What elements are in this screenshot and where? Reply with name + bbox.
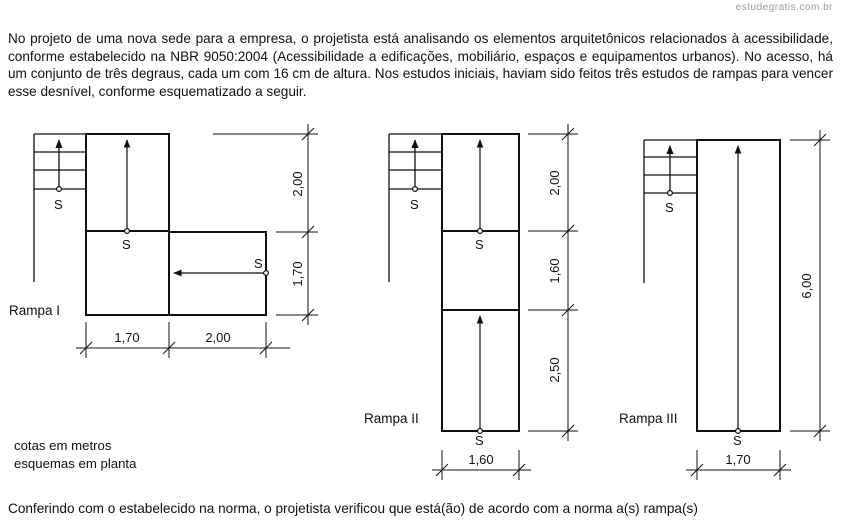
ramp-3-name: Rampa III — [619, 411, 678, 426]
ramp-3-stairs-start-label: S — [665, 200, 674, 215]
ramp-2-dim-width: 1,60 — [468, 452, 494, 467]
intro-paragraph: No projeto de uma nova sede para a empresa, o projetista está analisando os elementos arquitetônicos relacionados à acessibilidade, conforme estabelecido na NBR 9050:2004 (Acessibilidade a edificações, mobiliário, espaços e equipamentos urbanos). No acesso, há um conjunto de três degraus, cada um com 16 cm de altura. Nos estudos iniciais, haviam sido feitos três estudos de rampas para vencer esse desnível, conforme esquematizado a seguir. — [8, 31, 833, 99]
ramp-3-start-label: S — [733, 433, 742, 448]
ramp-1-dim-seg2: 1,70 — [290, 261, 305, 287]
ramp-1-stairs-start-label: S — [54, 197, 63, 212]
ramp-1-start-dot — [264, 271, 269, 276]
note-plan: esquemas em planta — [14, 456, 137, 471]
ramp-1-diagram — [9, 124, 318, 358]
note-units: cotas em metros — [14, 438, 112, 453]
ramp-1-dim-width2: 2,00 — [205, 330, 231, 345]
ramp-1-start-dot-mid — [125, 229, 130, 234]
question-footer: Conferindo com o estabelecido na norma, o projetista verificou que está(ão) de acordo com a norma a(s) rampa(s) — [8, 501, 698, 516]
ramp-3-diagram — [619, 130, 830, 480]
ramp-2-start-label: S — [475, 433, 484, 448]
ramp-2-start-label-mid: S — [475, 237, 484, 252]
ramp-3-dim-width: 1,70 — [725, 452, 751, 467]
watermark: estudegratis.com.br — [735, 2, 833, 13]
ramp-1-dim-seg1: 2,00 — [290, 171, 305, 197]
ramp-2-dim-seg1: 2,00 — [547, 170, 562, 196]
ramp-3-dim-length: 6,00 — [799, 273, 814, 299]
ramp-1-start-label: S — [254, 256, 263, 271]
ramp-2-start-dot-mid — [478, 229, 483, 234]
ramp-1-horizontal-dimension — [76, 322, 290, 358]
ramp-2-name: Rampa II — [364, 411, 419, 426]
ramp-1-stairs-start-dot — [57, 187, 62, 192]
ramp-1-outline — [86, 134, 266, 315]
ramp-2-stairs-start-label: S — [410, 197, 419, 212]
ramp-3-stairs-start-dot — [668, 191, 673, 196]
ramp-2-dim-seg2: 2,50 — [547, 357, 562, 383]
ramp-2-dim-landing: 1,60 — [547, 258, 562, 284]
ramp-1-start-label-mid: S — [122, 237, 131, 252]
ramp-1-dim-width1: 1,70 — [114, 330, 140, 345]
ramp-1-name: Rampa I — [9, 303, 61, 318]
ramp-2-diagram — [364, 124, 578, 480]
ramp-2-stairs-start-dot — [413, 187, 418, 192]
